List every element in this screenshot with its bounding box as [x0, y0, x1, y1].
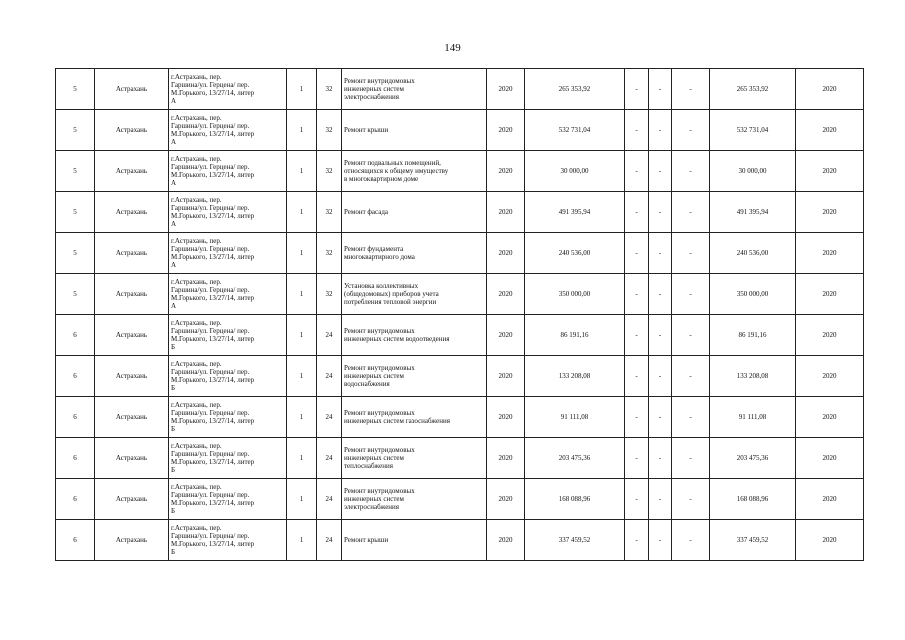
- building-count-cell: 1: [287, 274, 317, 315]
- total-cost-cell: 265 353,92: [710, 69, 796, 110]
- apartment-count-cell: 24: [317, 356, 342, 397]
- table-row: [56, 192, 864, 233]
- completion-year-cell: 2020: [796, 520, 864, 561]
- building-count-cell: 1: [287, 192, 317, 233]
- cost-cell: 265 353,92: [525, 69, 625, 110]
- table-body: [56, 69, 864, 561]
- work-type-cell: Ремонт подвальных помещений, относящихся к общему имуществу в многоквартирном доме: [342, 151, 487, 192]
- budget-dash-cell: -: [649, 192, 672, 233]
- object-number-cell: 5: [56, 192, 95, 233]
- cost-cell: 203 475,36: [525, 438, 625, 479]
- budget-dash-cell: -: [649, 274, 672, 315]
- budget-dash-cell: -: [649, 110, 672, 151]
- work-type-cell: Ремонт внутридомовых инженерных систем газоснабжения: [342, 397, 487, 438]
- cost-cell: 491 395,94: [525, 192, 625, 233]
- apartment-count-cell: 24: [317, 520, 342, 561]
- year-cell: 2020: [487, 151, 525, 192]
- other-dash-cell: -: [672, 397, 710, 438]
- building-count-cell: 1: [287, 356, 317, 397]
- address-cell: г.Астрахань, пер. Гаршина/ул. Герцена/ пер. М.Горького, 13/27/14, литер А: [169, 151, 287, 192]
- object-number-cell: 5: [56, 233, 95, 274]
- fund-dash-cell: -: [625, 151, 649, 192]
- apartment-count-cell: 32: [317, 151, 342, 192]
- building-count-cell: 1: [287, 315, 317, 356]
- apartment-count-cell: 32: [317, 110, 342, 151]
- municipality-cell: Астрахань: [95, 438, 169, 479]
- year-cell: 2020: [487, 69, 525, 110]
- completion-year-cell: 2020: [796, 110, 864, 151]
- fund-dash-cell: -: [625, 438, 649, 479]
- completion-year-cell: 2020: [796, 438, 864, 479]
- municipality-cell: Астрахань: [95, 110, 169, 151]
- completion-year-cell: 2020: [796, 356, 864, 397]
- work-type-cell: Ремонт внутридомовых инженерных систем водоснабжения: [342, 356, 487, 397]
- work-type-cell: Ремонт внутридомовых инженерных систем электроснабжения: [342, 69, 487, 110]
- other-dash-cell: -: [672, 69, 710, 110]
- total-cost-cell: 133 208,08: [710, 356, 796, 397]
- object-number-cell: 5: [56, 151, 95, 192]
- completion-year-cell: 2020: [796, 397, 864, 438]
- work-type-cell: Ремонт фундамента многоквартирного дома: [342, 233, 487, 274]
- apartment-count-cell: 24: [317, 315, 342, 356]
- other-dash-cell: -: [672, 110, 710, 151]
- apartment-count-cell: 32: [317, 233, 342, 274]
- cost-cell: 240 536,00: [525, 233, 625, 274]
- other-dash-cell: -: [672, 315, 710, 356]
- municipality-cell: Астрахань: [95, 520, 169, 561]
- work-type-cell: Ремонт крыши: [342, 110, 487, 151]
- building-count-cell: 1: [287, 520, 317, 561]
- work-type-cell: Ремонт крыши: [342, 520, 487, 561]
- completion-year-cell: 2020: [796, 315, 864, 356]
- building-count-cell: 1: [287, 151, 317, 192]
- completion-year-cell: 2020: [796, 69, 864, 110]
- fund-dash-cell: -: [625, 520, 649, 561]
- budget-dash-cell: -: [649, 520, 672, 561]
- budget-dash-cell: -: [649, 438, 672, 479]
- address-cell: г.Астрахань, пер. Гаршина/ул. Герцена/ пер. М.Горького, 13/27/14, литер А: [169, 192, 287, 233]
- table-row: [56, 520, 864, 561]
- table-row: [56, 315, 864, 356]
- total-cost-cell: 350 000,00: [710, 274, 796, 315]
- total-cost-cell: 168 088,96: [710, 479, 796, 520]
- total-cost-cell: 203 475,36: [710, 438, 796, 479]
- address-cell: г.Астрахань, пер. Гаршина/ул. Герцена/ пер. М.Горького, 13/27/14, литер А: [169, 233, 287, 274]
- fund-dash-cell: -: [625, 192, 649, 233]
- fund-dash-cell: -: [625, 397, 649, 438]
- municipality-cell: Астрахань: [95, 356, 169, 397]
- budget-dash-cell: -: [649, 233, 672, 274]
- cost-cell: 337 459,52: [525, 520, 625, 561]
- building-count-cell: 1: [287, 397, 317, 438]
- address-cell: г.Астрахань, пер. Гаршина/ул. Герцена/ пер. М.Горького, 13/27/14, литер Б: [169, 438, 287, 479]
- apartment-count-cell: 24: [317, 438, 342, 479]
- address-cell: г.Астрахань, пер. Гаршина/ул. Герцена/ пер. М.Горького, 13/27/14, литер Б: [169, 356, 287, 397]
- other-dash-cell: -: [672, 438, 710, 479]
- other-dash-cell: -: [672, 192, 710, 233]
- address-cell: г.Астрахань, пер. Гаршина/ул. Герцена/ пер. М.Горького, 13/27/14, литер Б: [169, 520, 287, 561]
- building-count-cell: 1: [287, 110, 317, 151]
- budget-dash-cell: -: [649, 315, 672, 356]
- table-row: [56, 479, 864, 520]
- year-cell: 2020: [487, 356, 525, 397]
- fund-dash-cell: -: [625, 233, 649, 274]
- municipality-cell: Астрахань: [95, 479, 169, 520]
- object-number-cell: 5: [56, 274, 95, 315]
- municipality-cell: Астрахань: [95, 233, 169, 274]
- object-number-cell: 6: [56, 479, 95, 520]
- apartment-count-cell: 32: [317, 69, 342, 110]
- year-cell: 2020: [487, 315, 525, 356]
- object-number-cell: 6: [56, 397, 95, 438]
- table-row: [56, 274, 864, 315]
- work-type-cell: Установка коллективных (общедомовых) приборов учета потребления тепловой энергии: [342, 274, 487, 315]
- fund-dash-cell: -: [625, 356, 649, 397]
- total-cost-cell: 240 536,00: [710, 233, 796, 274]
- total-cost-cell: 532 731,04: [710, 110, 796, 151]
- work-type-cell: Ремонт внутридомовых инженерных систем теплоснабжения: [342, 438, 487, 479]
- year-cell: 2020: [487, 192, 525, 233]
- fund-dash-cell: -: [625, 274, 649, 315]
- municipality-cell: Астрахань: [95, 151, 169, 192]
- table-row: [56, 69, 864, 110]
- year-cell: 2020: [487, 233, 525, 274]
- total-cost-cell: 86 191,16: [710, 315, 796, 356]
- address-cell: г.Астрахань, пер. Гаршина/ул. Герцена/ пер. М.Горького, 13/27/14, литер Б: [169, 315, 287, 356]
- year-cell: 2020: [487, 274, 525, 315]
- cost-cell: 86 191,16: [525, 315, 625, 356]
- table-row: [56, 110, 864, 151]
- building-count-cell: 1: [287, 479, 317, 520]
- municipality-cell: Астрахань: [95, 192, 169, 233]
- fund-dash-cell: -: [625, 110, 649, 151]
- other-dash-cell: -: [672, 233, 710, 274]
- object-number-cell: 6: [56, 315, 95, 356]
- other-dash-cell: -: [672, 356, 710, 397]
- apartment-count-cell: 24: [317, 397, 342, 438]
- work-type-cell: Ремонт фасада: [342, 192, 487, 233]
- address-cell: г.Астрахань, пер. Гаршина/ул. Герцена/ пер. М.Горького, 13/27/14, литер А: [169, 69, 287, 110]
- total-cost-cell: 30 000,00: [710, 151, 796, 192]
- municipality-cell: Астрахань: [95, 69, 169, 110]
- other-dash-cell: -: [672, 151, 710, 192]
- cost-cell: 350 000,00: [525, 274, 625, 315]
- year-cell: 2020: [487, 110, 525, 151]
- budget-dash-cell: -: [649, 151, 672, 192]
- budget-dash-cell: -: [649, 356, 672, 397]
- table-row: [56, 151, 864, 192]
- building-count-cell: 1: [287, 233, 317, 274]
- apartment-count-cell: 32: [317, 192, 342, 233]
- year-cell: 2020: [487, 479, 525, 520]
- cost-cell: 168 088,96: [525, 479, 625, 520]
- total-cost-cell: 337 459,52: [710, 520, 796, 561]
- other-dash-cell: -: [672, 479, 710, 520]
- budget-dash-cell: -: [649, 479, 672, 520]
- work-type-cell: Ремонт внутридомовых инженерных систем электроснабжения: [342, 479, 487, 520]
- address-cell: г.Астрахань, пер. Гаршина/ул. Герцена/ пер. М.Горького, 13/27/14, литер Б: [169, 479, 287, 520]
- cost-cell: 91 111,08: [525, 397, 625, 438]
- object-number-cell: 6: [56, 520, 95, 561]
- budget-dash-cell: -: [649, 69, 672, 110]
- completion-year-cell: 2020: [796, 479, 864, 520]
- year-cell: 2020: [487, 438, 525, 479]
- fund-dash-cell: -: [625, 69, 649, 110]
- table-row: [56, 233, 864, 274]
- work-type-cell: Ремонт внутридомовых инженерных систем водоотведения: [342, 315, 487, 356]
- repair-schedule-table: [55, 68, 864, 561]
- year-cell: 2020: [487, 520, 525, 561]
- completion-year-cell: 2020: [796, 151, 864, 192]
- address-cell: г.Астрахань, пер. Гаршина/ул. Герцена/ пер. М.Горького, 13/27/14, литер А: [169, 110, 287, 151]
- apartment-count-cell: 24: [317, 479, 342, 520]
- total-cost-cell: 491 395,94: [710, 192, 796, 233]
- object-number-cell: 6: [56, 438, 95, 479]
- apartment-count-cell: 32: [317, 274, 342, 315]
- fund-dash-cell: -: [625, 479, 649, 520]
- other-dash-cell: -: [672, 274, 710, 315]
- object-number-cell: 5: [56, 110, 95, 151]
- budget-dash-cell: -: [649, 397, 672, 438]
- building-count-cell: 1: [287, 69, 317, 110]
- object-number-cell: 6: [56, 356, 95, 397]
- table-row: [56, 397, 864, 438]
- municipality-cell: Астрахань: [95, 274, 169, 315]
- table-row: [56, 438, 864, 479]
- total-cost-cell: 91 111,08: [710, 397, 796, 438]
- table-row: [56, 356, 864, 397]
- cost-cell: 30 000,00: [525, 151, 625, 192]
- address-cell: г.Астрахань, пер. Гаршина/ул. Герцена/ пер. М.Горького, 13/27/14, литер А: [169, 274, 287, 315]
- municipality-cell: Астрахань: [95, 397, 169, 438]
- completion-year-cell: 2020: [796, 192, 864, 233]
- cost-cell: 532 731,04: [525, 110, 625, 151]
- completion-year-cell: 2020: [796, 274, 864, 315]
- object-number-cell: 5: [56, 69, 95, 110]
- year-cell: 2020: [487, 397, 525, 438]
- other-dash-cell: -: [672, 520, 710, 561]
- completion-year-cell: 2020: [796, 233, 864, 274]
- cost-cell: 133 208,08: [525, 356, 625, 397]
- fund-dash-cell: -: [625, 315, 649, 356]
- page-number: 149: [444, 42, 461, 54]
- address-cell: г.Астрахань, пер. Гаршина/ул. Герцена/ пер. М.Горького, 13/27/14, литер Б: [169, 397, 287, 438]
- building-count-cell: 1: [287, 438, 317, 479]
- municipality-cell: Астрахань: [95, 315, 169, 356]
